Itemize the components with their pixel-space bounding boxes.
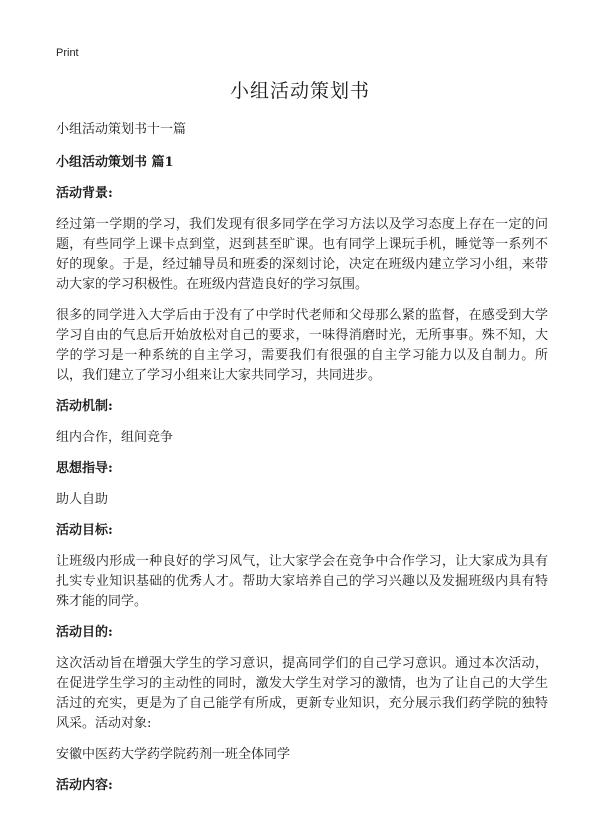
heading-guidance: 思想指导: xyxy=(56,461,113,476)
goal-text: 让班级内形成一种良好的学习风气，让大家学会在竞争中合作学习，让大家成为具有扎实专业知识基础的优秀人才。帮助大家培养自己的学习兴趣以及发掘班级内具有特殊才能的同学。 xyxy=(56,554,548,609)
purpose-text: 这次活动旨在增强大学生的学习意识，提高同学们的自己学习意识。通过本次活动，在促进学生学习的主动性的同时，激发大学生对学习的激情，也为了让自己的大学生活过的充实，更是为了自己能学有所成，更新专业知识，充分展示我们药学院的独特风采。活动对象: xyxy=(56,656,548,731)
background-paragraph-1: 经过第一学期的学习，我们发现有很多同学在学习方法以及学习态度上存在一定的问题，有些同学上课卡点到堂，迟到甚至旷课。也有同学上课玩手机，睡觉等一系列不好的现象。于是，经过辅导员和班委的深刻讨论，决定在班级内建立学习小组，来带动大家的学习积极性。在班级内营造良好的学习氛围。 xyxy=(56,217,548,292)
audience-text: 安徽中医药大学药学院药剂一班全体同学 xyxy=(56,747,291,762)
section-title: 小组活动策划书 篇1 xyxy=(56,155,174,170)
mechanism-text: 组内合作，组间竞争 xyxy=(56,430,174,445)
heading-content: 活动内容: xyxy=(56,778,113,793)
guidance-text: 助人自助 xyxy=(56,492,109,507)
heading-goal: 活动目标: xyxy=(56,523,113,538)
page-title: 小组活动策划书 xyxy=(229,80,370,102)
heading-mechanism: 活动机制: xyxy=(56,399,113,414)
heading-background: 活动背景: xyxy=(56,186,113,201)
document-subtitle: 小组活动策划书十一篇 xyxy=(56,122,187,137)
background-paragraph-2: 很多的同学进入大学后由于没有了中学时代老师和父母那么紧的监督，在感受到大学学习自由的气息后开始放松对自己的要求，一味得消磨时光，无所事事。殊不知，大学的学习是一种系统的自主学习，需要我们有很强的自主学习能力以及自制力。所以，我们建立了学习小组来让大家共同学习，共同进步。 xyxy=(56,308,548,383)
print-label: Print xyxy=(56,47,79,59)
heading-purpose: 活动目的: xyxy=(56,625,113,640)
document-body xyxy=(56,120,548,807)
